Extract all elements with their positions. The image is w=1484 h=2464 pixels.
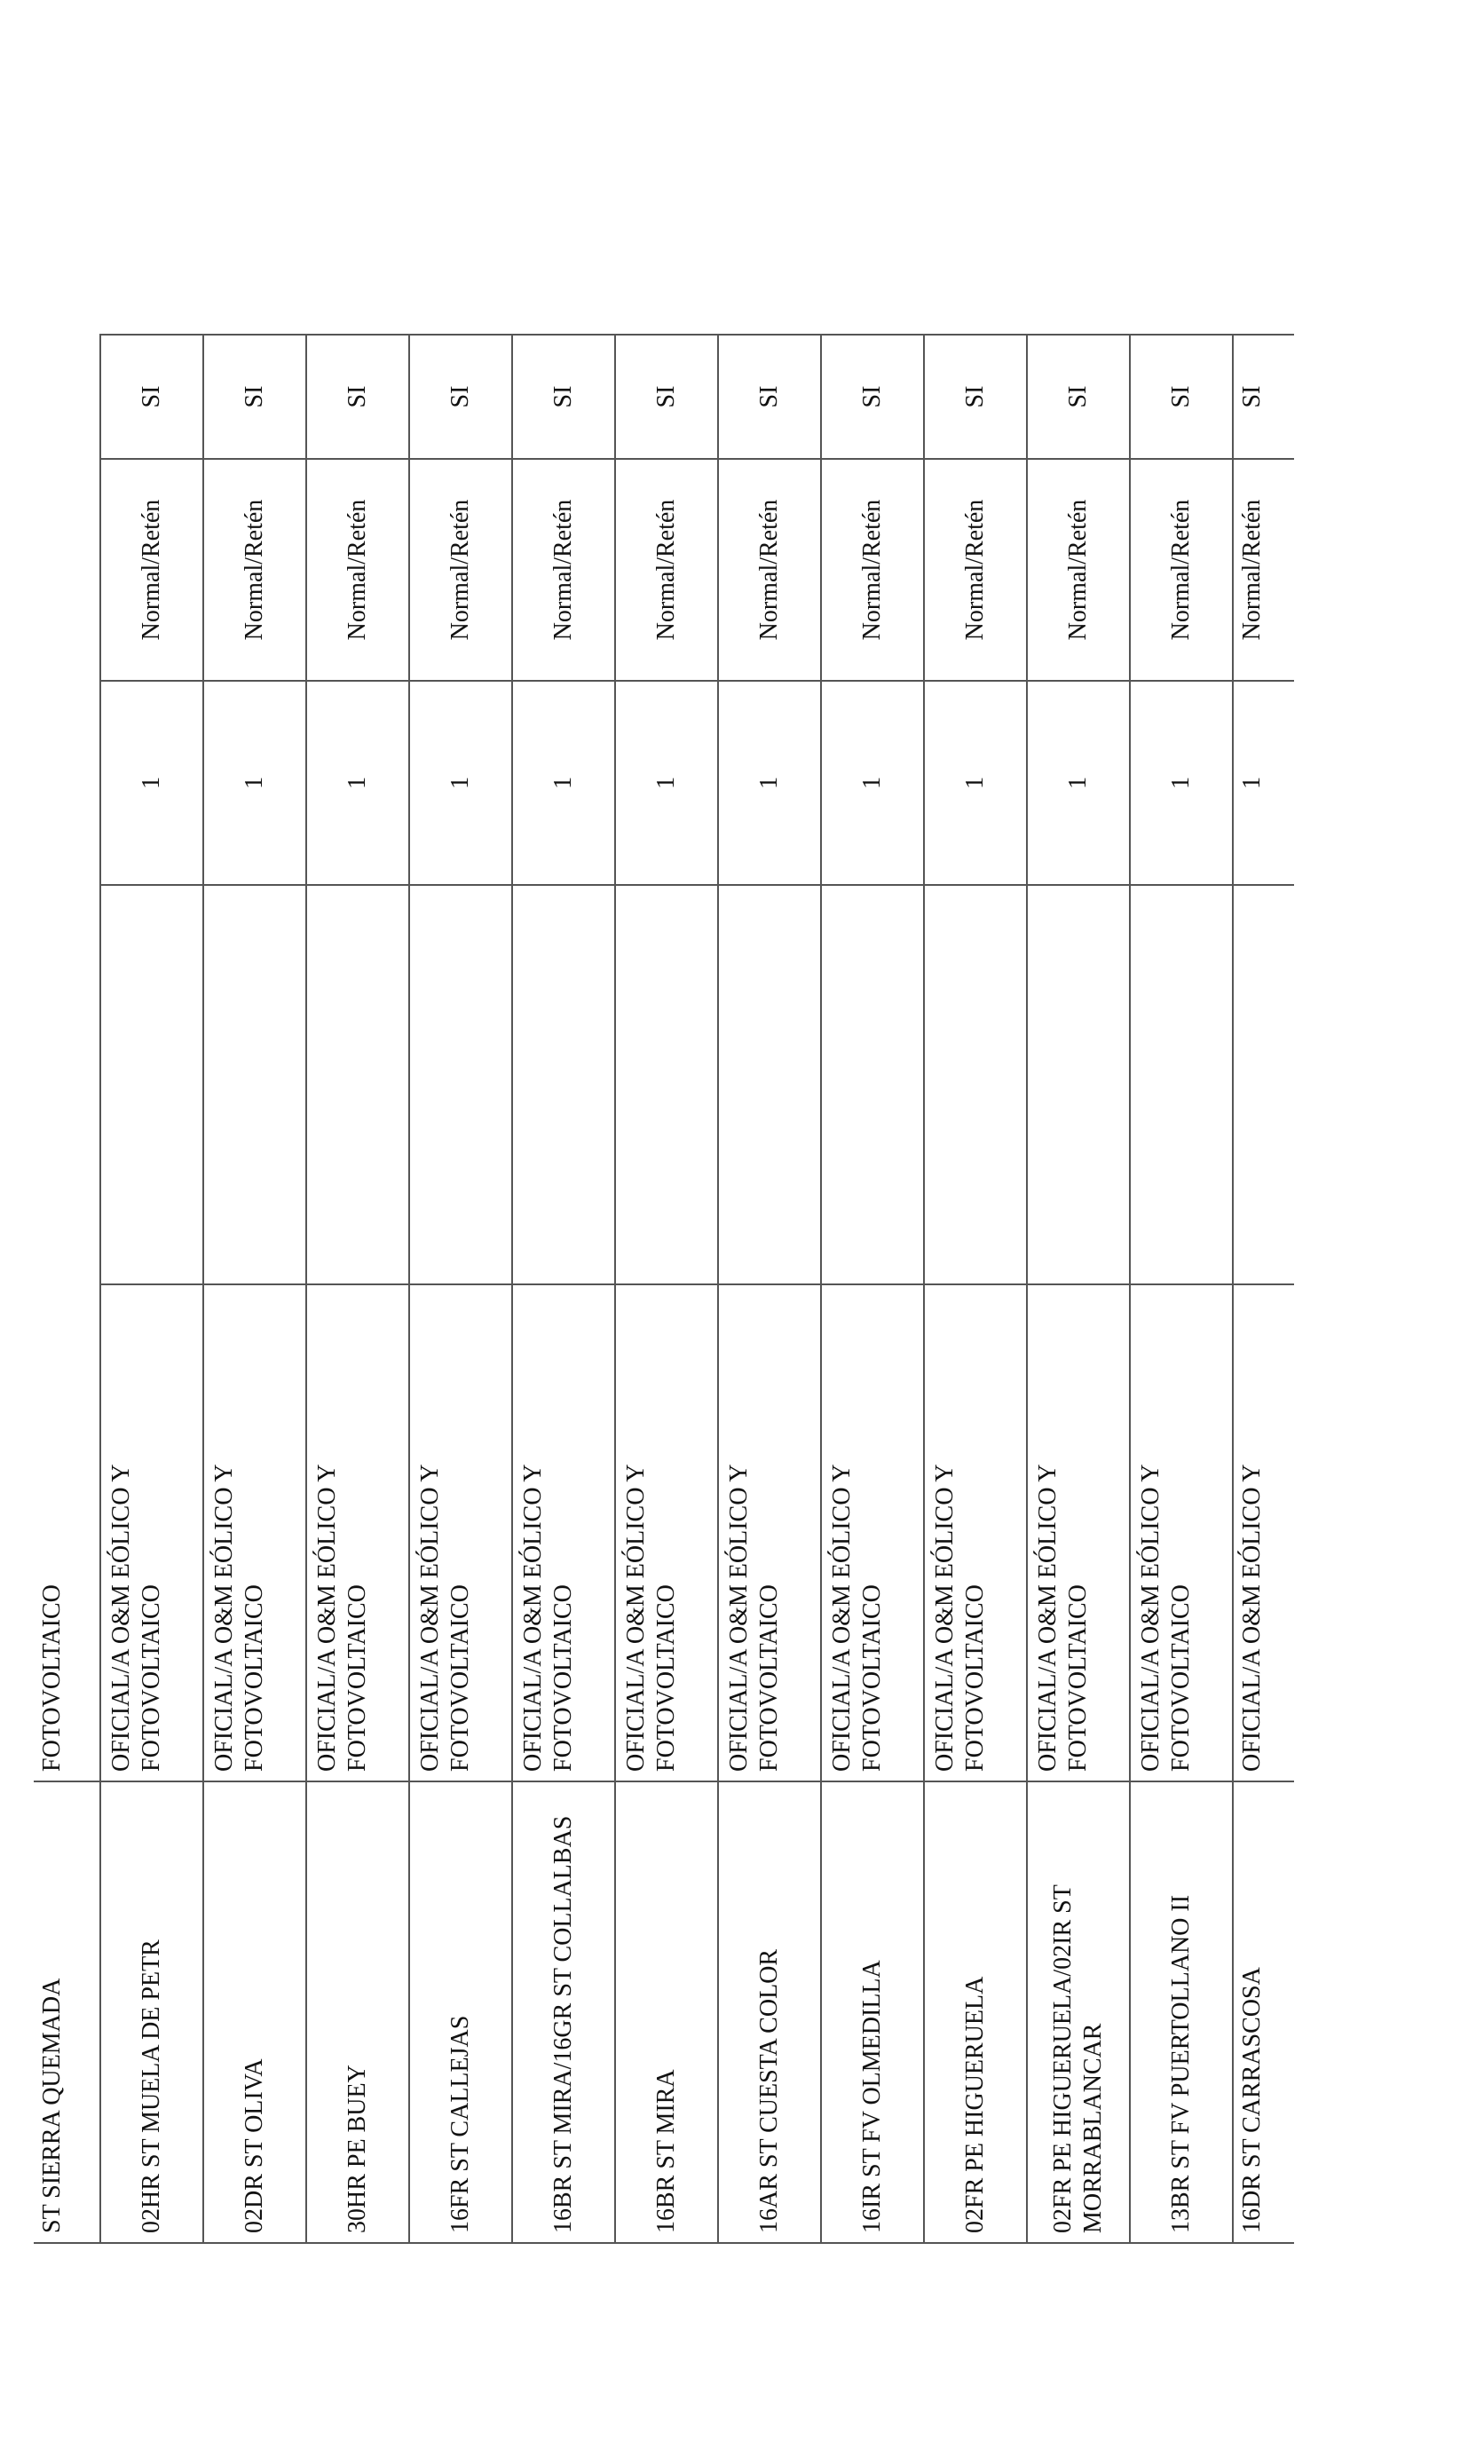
role-cell: OFICIAL/A O&M EÓLICO Y [1233,1284,1294,1781]
table-row [615,335,718,2243]
flag-cell [34,335,100,459]
location-cell: 02FR PE HIGUERUELA/02IR ST MORRABLANCAR [1027,1781,1130,2243]
shift-cell: Normal/Retén [512,459,615,681]
shift-cell: Normal/Retén [100,459,203,681]
blank-cell [203,885,306,1284]
shift-cell: Normal/Retén [1233,459,1294,681]
flag-cell: SI [306,335,409,459]
quantity-cell: 1 [718,681,821,885]
blank-cell [615,885,718,1284]
shift-cell: Normal/Retén [1130,459,1233,681]
role-cell: OFICIAL/A O&M EÓLICO Y FOTOVOLTAICO [409,1284,512,1781]
rotated-table-wrapper [34,336,1319,2244]
location-cell: 02FR PE HIGUERUELA [924,1781,1027,2243]
table-body [34,335,1294,2243]
shift-cell: Normal/Retén [821,459,924,681]
table-row [1130,335,1233,2243]
flag-cell: SI [409,335,512,459]
role-cell: OFICIAL/A O&M EÓLICO Y FOTOVOLTAICO [718,1284,821,1781]
location-cell: 16DR ST CARRASCOSA [1233,1781,1294,2243]
flag-cell: SI [615,335,718,459]
table-row [100,335,203,2243]
location-cell: 16FR ST CALLEJAS [409,1781,512,2243]
quantity-cell: 1 [1027,681,1130,885]
flag-cell: SI [1233,335,1294,459]
shift-cell: Normal/Retén [615,459,718,681]
flag-cell: SI [821,335,924,459]
staffing-table [34,334,1294,2244]
location-cell: 13BR ST FV PUERTOLLANO II [1130,1781,1233,2243]
role-cell: OFICIAL/A O&M EÓLICO Y FOTOVOLTAICO [821,1284,924,1781]
location-cell: ST SIERRA QUEMADA [34,1781,100,2243]
table-row [512,335,615,2243]
quantity-cell: 1 [615,681,718,885]
role-cell: OFICIAL/A O&M EÓLICO Y FOTOVOLTAICO [100,1284,203,1781]
shift-cell: Normal/Retén [924,459,1027,681]
location-cell: 16BR ST MIRA/16GR ST COLLALBAS [512,1781,615,2243]
table-row [821,335,924,2243]
blank-cell [1027,885,1130,1284]
flag-cell: SI [718,335,821,459]
quantity-cell: 1 [821,681,924,885]
shift-cell: Normal/Retén [306,459,409,681]
blank-cell [821,885,924,1284]
quantity-cell: 1 [512,681,615,885]
shift-cell: Normal/Retén [1027,459,1130,681]
location-cell: 30HR PE BUEY [306,1781,409,2243]
role-cell: OFICIAL/A O&M EÓLICO Y FOTOVOLTAICO [512,1284,615,1781]
quantity-cell: 1 [924,681,1027,885]
flag-cell: SI [512,335,615,459]
shift-cell: Normal/Retén [203,459,306,681]
role-cell: OFICIAL/A O&M EÓLICO Y FOTOVOLTAICO [203,1284,306,1781]
shift-cell [34,459,100,681]
quantity-cell: 1 [100,681,203,885]
quantity-cell: 1 [409,681,512,885]
flag-cell: SI [1027,335,1130,459]
quantity-cell: 1 [203,681,306,885]
blank-cell [34,885,100,1284]
role-cell: OFICIAL/A O&M EÓLICO Y FOTOVOLTAICO [306,1284,409,1781]
blank-cell [1233,885,1294,1284]
flag-cell: SI [1130,335,1233,459]
table-row-continued [34,335,100,2243]
table-row [1233,335,1294,2243]
quantity-cell: 1 [1130,681,1233,885]
table-row [306,335,409,2243]
location-cell: 16AR ST CUESTA COLOR [718,1781,821,2243]
blank-cell [1130,885,1233,1284]
blank-cell [409,885,512,1284]
blank-cell [718,885,821,1284]
flag-cell: SI [203,335,306,459]
role-cell: FOTOVOLTAICO [34,1284,100,1781]
role-cell: OFICIAL/A O&M EÓLICO Y FOTOVOLTAICO [615,1284,718,1781]
blank-cell [306,885,409,1284]
quantity-cell: 1 [1233,681,1294,885]
location-cell: 02DR ST OLIVA [203,1781,306,2243]
flag-cell: SI [100,335,203,459]
quantity-cell [34,681,100,885]
quantity-cell: 1 [306,681,409,885]
table-row [203,335,306,2243]
blank-cell [924,885,1027,1284]
role-cell: OFICIAL/A O&M EÓLICO Y FOTOVOLTAICO [924,1284,1027,1781]
blank-cell [512,885,615,1284]
table-row [718,335,821,2243]
flag-cell: SI [924,335,1027,459]
table-row [409,335,512,2243]
shift-cell: Normal/Retén [718,459,821,681]
table-row [924,335,1027,2243]
role-cell: OFICIAL/A O&M EÓLICO Y FOTOVOLTAICO [1027,1284,1130,1781]
role-cell: OFICIAL/A O&M EÓLICO Y FOTOVOLTAICO [1130,1284,1233,1781]
location-cell: 16BR ST MIRA [615,1781,718,2243]
location-cell: 16IR ST FV OLMEDILLA [821,1781,924,2243]
shift-cell: Normal/Retén [409,459,512,681]
table-row [1027,335,1130,2243]
location-cell: 02HR ST MUELA DE PETR [100,1781,203,2243]
blank-cell [100,885,203,1284]
